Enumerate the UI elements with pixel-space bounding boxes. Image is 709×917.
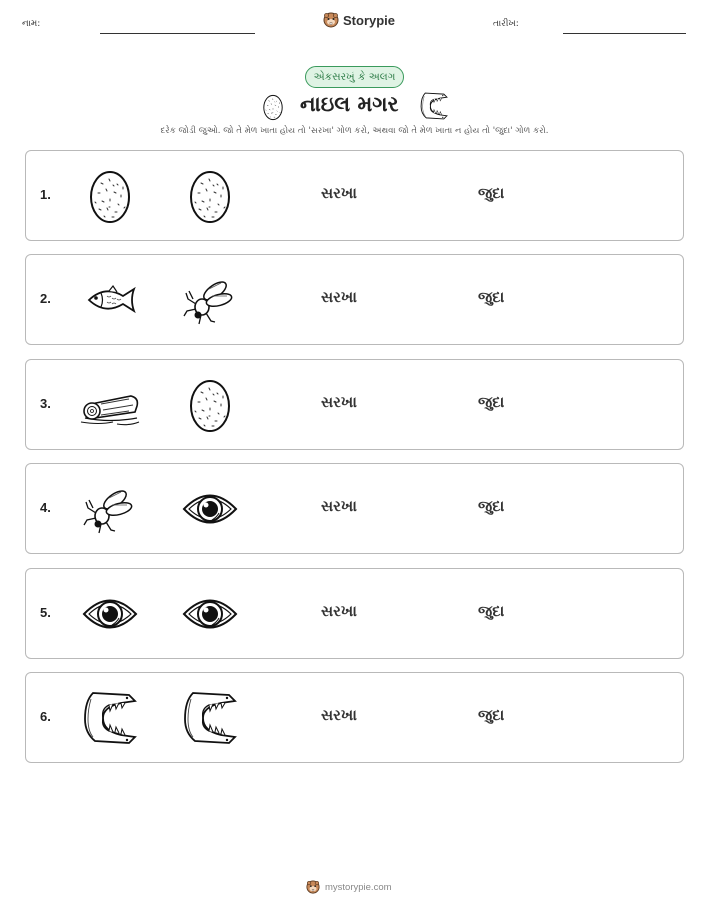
footer-url: mystorypie.com (325, 881, 392, 893)
question-row (25, 254, 684, 345)
crocodile-jaw-icon (179, 687, 241, 749)
option-different[interactable]: જુદા (478, 497, 505, 516)
beaver-logo-icon (306, 880, 320, 894)
question-number: 5. (40, 604, 51, 620)
title-row (0, 88, 709, 124)
question-number: 2. (40, 291, 51, 307)
question-row (25, 463, 684, 554)
question-number: 3. (40, 395, 51, 411)
name-label: નામ: (22, 19, 41, 29)
egg-icon (258, 92, 288, 122)
option-different[interactable]: જુદા (478, 184, 505, 202)
date-label: તારીખ: (493, 19, 519, 29)
egg-icon (179, 374, 241, 436)
egg-icon (79, 165, 141, 227)
question-number: 4. (40, 500, 51, 516)
beaver-logo-icon (323, 12, 339, 28)
fly-icon (79, 478, 141, 540)
option-same[interactable]: સરખા (321, 392, 357, 411)
option-same[interactable]: સરખા (321, 184, 357, 202)
crocodile-jaw-icon (79, 687, 141, 749)
worksheet-type-badge: એકસરખું કે અલગ (305, 66, 404, 88)
option-different[interactable]: જુદા (478, 288, 505, 307)
brand-name: Storypie (343, 12, 396, 28)
question-row (25, 150, 684, 241)
fish-icon (79, 269, 141, 331)
log-icon (79, 374, 141, 436)
instructions: દરેક જોડી જુઓ. જો તે મેળ ખાતા હોય તો 'સરખા' ગોળ કરો, અથવા જો તે મેળ ખાતા ન હોય તો 'જુદા' ગોળ કરો. (160, 126, 549, 136)
footer (306, 880, 392, 894)
question-row (25, 359, 684, 450)
page-title: નાઇલ મગર (300, 92, 399, 116)
crocodile-jaw-icon (418, 90, 450, 122)
question-number: 6. (40, 709, 51, 724)
option-same[interactable]: સરખા (321, 497, 357, 516)
fly-icon (179, 269, 241, 331)
eye-icon (79, 583, 141, 645)
option-different[interactable]: જુદા (478, 601, 505, 620)
eye-icon (179, 583, 241, 645)
option-different[interactable]: જુદા (478, 706, 505, 724)
eye-icon (179, 478, 241, 540)
date-field-line[interactable] (563, 33, 686, 34)
question-row (25, 672, 684, 763)
option-same[interactable]: સરખા (321, 288, 357, 307)
brand-logo (323, 12, 395, 28)
question-number: 1. (40, 187, 51, 202)
question-row (25, 568, 684, 659)
option-same[interactable]: સરખા (321, 601, 357, 620)
option-same[interactable]: સરખા (321, 706, 357, 724)
name-field-line[interactable] (100, 33, 255, 34)
option-different[interactable]: જુદા (478, 392, 505, 411)
egg-icon (179, 165, 241, 227)
